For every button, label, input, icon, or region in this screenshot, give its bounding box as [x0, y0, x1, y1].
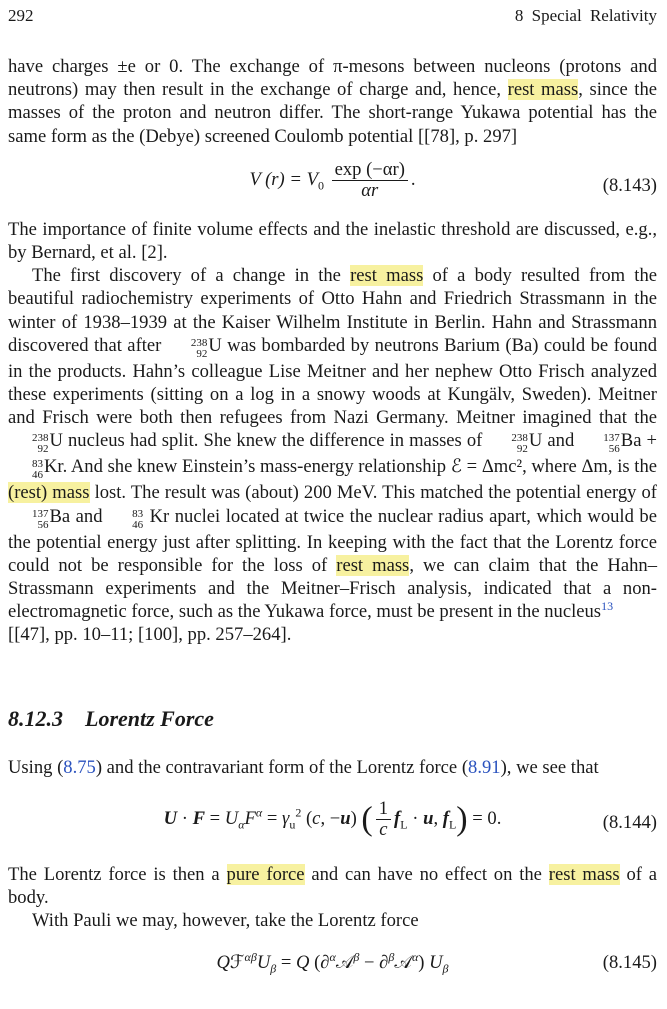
isotope-barium: 137 56 [32, 507, 49, 531]
section-heading: 8.12.3 Lorentz Force [8, 705, 214, 731]
equation-link[interactable]: 8.91 [468, 756, 501, 778]
equation-number: (8.144) [602, 812, 657, 834]
isotope-uranium: 238 92 [32, 432, 49, 456]
isotope-barium: 137 56 [603, 432, 620, 456]
equation-8-144: $U \cdot F = U_\alpha F^\alpha = \gamma_u^2$ (c, −u) ( $\frac{1}{c}$ $f_L \cdot u$, $f_L) = 0$. (8.144) [163, 798, 657, 841]
equation-number: (8.145) [602, 951, 657, 973]
footnote-link[interactable]: 13 [601, 599, 614, 614]
running-title: 8 Special Relativity [514, 6, 657, 25]
equation-8-145: $Qℱ^{\alpha\beta}U_\beta = Q$ (∂$^\alpha$𝒜$^\beta$ − ∂$^\beta$𝒜$^\alpha$) $U_\beta$ (8.145) [216, 949, 657, 976]
highlight: rest mass [336, 554, 410, 576]
paragraph-2: The importance of finite volume effects and the inelastic threshold are discussed, e.g., by Bernard, et al. [2]. [8, 218, 657, 264]
equation-8-143: V $(r) = V_0$ $\frac{\exp (-\alpha r)}{\alpha r}$ . (8.143) [249, 158, 657, 201]
isotope-krypton: 83 46 [32, 458, 43, 482]
page-content [8, 55, 657, 993]
paragraph-3: The first discovery of a change in the rest mass of a body resulted from the beautiful radiochemistry experiments of Otto Hahn and Friedrich Strassmann in the winter of 1938–1939 at the Kaiser Wilhelm Institute in Berlin. Hahn and Strassmann discovered that after 238 92 U was bombarded by neutrons Barium (Ba) could be found in the products. Hahn’s colleague Lise Meitner and her nephew Otto Frisch analyzed these experiments (sitting on a log in a snowy woods at Kungälv, Sweden). Meitner and Frisch were both then refugees from Nazi Germany. Meitner imagined that the 238 92 U nucleus had split. She knew the difference in masses of 238 92 U and 137 56 Ba + 83 46 Kr. And she knew Einstein’s mass-energy relationship ℰ = Δmc², where Δm, is the (rest) mass lost. The result was (about) 200 MeV. This matched the potential energy of 137 56 Ba and 83 46 Kr nuclei located at twice the nuclear radius apart, which would be the potential energy just after splitting. In keeping with the fact that the Lorentz force could not be responsible for the loss of rest mass, we can claim that the Hahn–Strassmann experiments and the Meitner–Frisch analysis, indicated that a non-electromagnetic force, such as the Yukawa force, must be present in the nucleus$^{13}$ [[47], pp. 10–11; [100], pp. 257–264]. [8, 265, 658, 646]
equation-number: (8.143) [602, 174, 657, 196]
highlight: rest mass [350, 265, 424, 287]
isotope-uranium: 238 92 [511, 432, 528, 456]
highlight: pure force [226, 864, 305, 886]
highlight: rest mass [548, 864, 620, 886]
paragraph-6: With Pauli we may, however, take the Lorentz force [32, 910, 419, 932]
isotope-uranium: 238 92 [190, 336, 208, 360]
highlight: rest mass [507, 79, 579, 101]
paragraph-5: The Lorentz force is then a pure force and can have no effect on the rest mass of a body. [8, 864, 658, 909]
paragraph-4: Using (8.75) and the contravariant form of the Lorentz force (8.91), we see that [8, 756, 599, 778]
equation-link[interactable]: 8.75 [63, 756, 96, 778]
highlight: (rest) mass [8, 482, 90, 504]
isotope-krypton: 83 46 [132, 507, 144, 531]
page-number: 292 [8, 6, 34, 25]
page-header [8, 6, 657, 30]
paragraph-1: have charges ±e or 0. The exchange of π-mesons between nucleons (protons and neutrons) may then result in the exchange of charge and, hence, rest mass, since the masses of the proton and neutron differ. The short-range Yukawa potential has the same form as the (Debye) screened Coulomb potential [[78], p. 297] [8, 56, 657, 147]
